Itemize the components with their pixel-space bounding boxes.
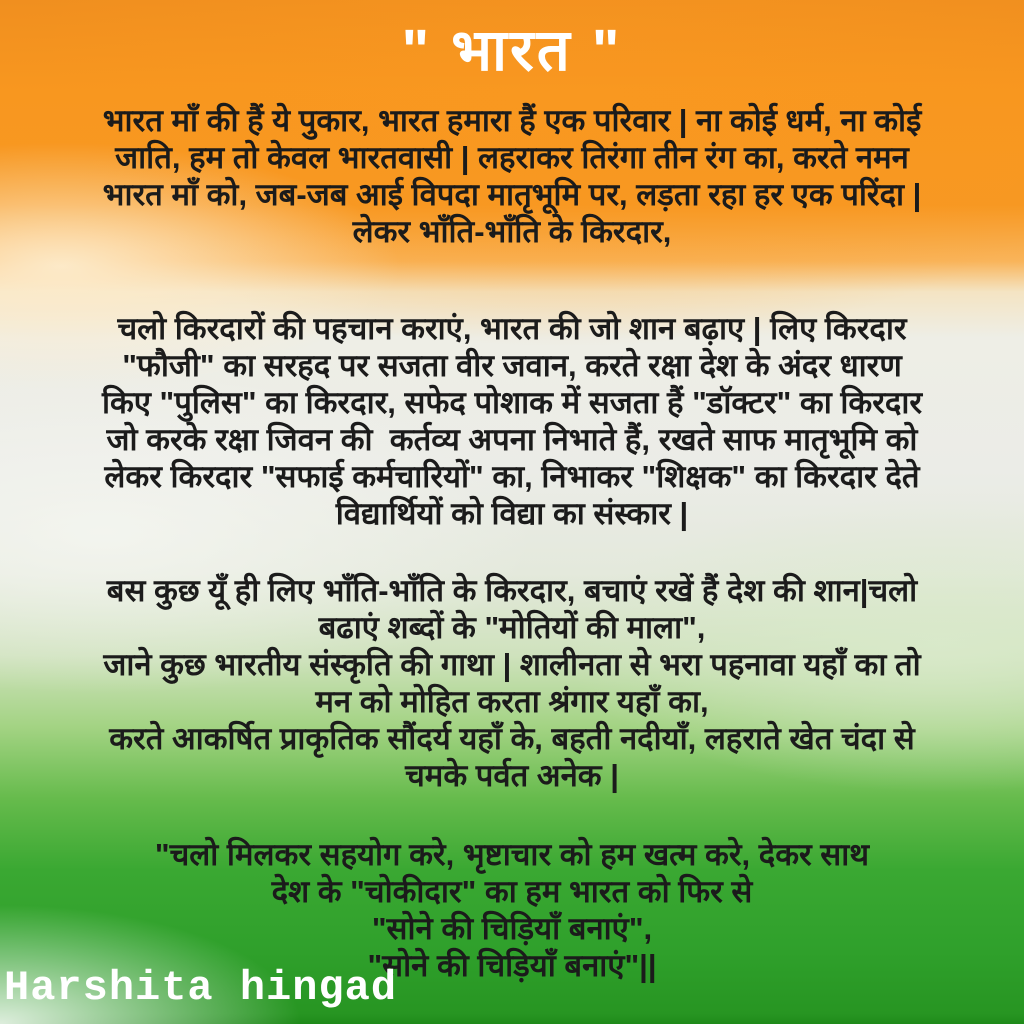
poem-line: करते आकर्षित प्राकृतिक सौंदर्य यहाँ के, बहती नदीयाँ, लहराते खेत चंदा से	[109, 721, 915, 757]
poem-line: जाति, हम तो केवल भारतवासी | लहराकर तिरंगा तीन रंग का, करते नमन	[115, 140, 909, 176]
poem-line: चलो किरदारों की पहचान कराएं, भारत की जो शान बढ़ाए | लिए किरदार	[117, 311, 907, 347]
poem-line: बस कुछ यूँ ही लिए भाँति-भाँति के किरदार, बचाएं रखें हैं देश की शान|चलो	[106, 573, 918, 609]
stanza-4	[26, 836, 998, 984]
poem-line: "सोने की चिड़ियाँ बनाएं"||	[367, 948, 657, 984]
poem-line: भारत माँ की हैं ये पुकार, भारत हमारा हैं एक परिवार | ना कोई धर्म, ना कोई	[102, 103, 922, 139]
poem-title: " भारत "	[401, 18, 623, 83]
stanza-2	[26, 310, 998, 532]
poem-line: "चलो मिलकर सहयोग करे, भृष्टाचार को हम खत्म करे, देकर साथ	[154, 837, 870, 873]
poem-line: किए "पुलिस" का किरदार, सफेद पोशाक में सजता हैं "डॉक्टर" का किरदार	[101, 385, 923, 421]
poem-line: जो करके रक्षा जिवन की कर्तव्य अपना निभाते हैं, रखते साफ मातृभूमि को	[106, 422, 918, 458]
author-signature: Harshita hingad	[4, 964, 398, 1012]
stanza-1	[26, 102, 998, 250]
poem-line: लेकर किरदार "सफाई कर्मचारियों" का, निभाकर "शिक्षक" का किरदार देते	[104, 459, 920, 495]
poem-line: जाने कुछ भारतीय संस्कृति की गाथा | शालीनता से भरा पहनावा यहाँ का तो	[103, 647, 921, 683]
stanza-3	[26, 572, 998, 794]
poem-line: भारत माँ को, जब-जब आई विपदा मातृभूमि पर, लड़ता रहा हर एक परिंदा |	[102, 177, 922, 213]
poem-line: मन को मोहित करता श्रंगार यहाँ का,	[315, 684, 709, 720]
poem-line: "फौजी" का सरहद पर सजता वीर जवान, करते रक्षा देश के अंदर धारण	[122, 348, 902, 384]
poem-line: चमके पर्वत अनेक |	[405, 758, 619, 794]
poem-line: लेकर भाँति-भाँति के किरदार,	[352, 214, 672, 250]
poem-line: "सोने की चिड़ियाँ बनाएं",	[371, 911, 653, 947]
poem-line: देश के "चोकीदार" का हम भारत को फिर से	[271, 874, 753, 910]
poem-line: विद्यार्थियों को विद्या का संस्कार |	[335, 496, 689, 532]
poem-line: बढाएं शब्दों के "मोतियों की माला",	[318, 610, 706, 646]
poem-body	[0, 102, 1024, 984]
